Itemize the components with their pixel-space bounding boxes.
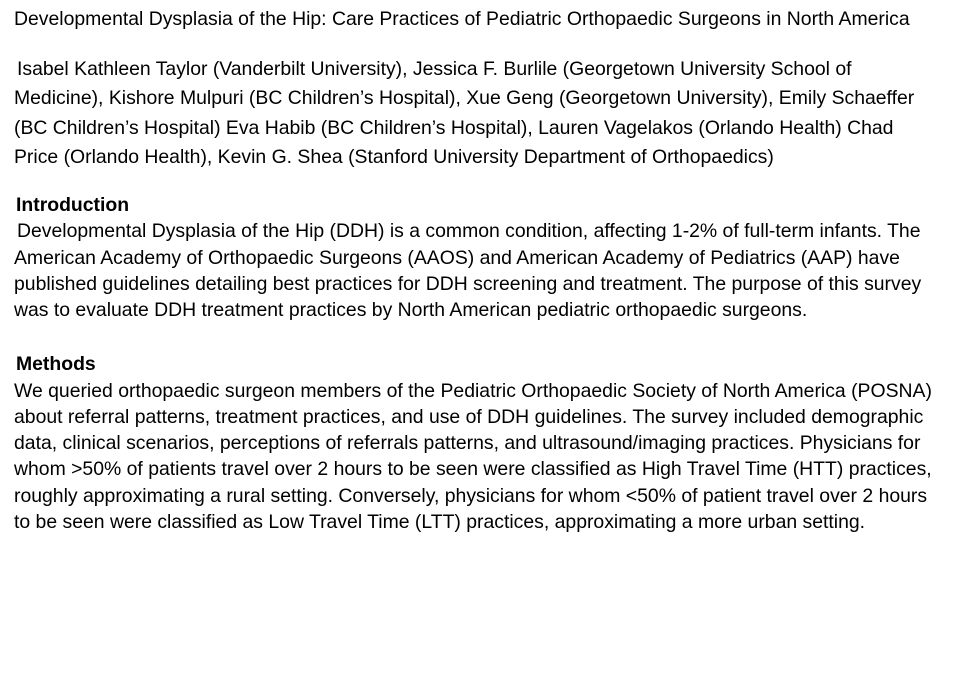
methods-body: We queried orthopaedic surgeon members of the Pediatric Orthopaedic Society of North America (POSNA) about referral patterns, treatment practices, and use of DDH guidelines. The survey included demographic data, clinical scenarios, perceptions of referrals patterns, and ultrasound/imaging practices. Physicians for whom >50% of patients travel over 2 hours to be seen were classified as High Travel Time (HTT) practices, roughly approximating a rural setting. Conversely, physicians for whom <50% of patient travel over 2 hours to be seen were classified as Low Travel Time (LTT) practices, approximating a more urban setting. [14, 379, 932, 533]
methods-heading: Methods [16, 353, 96, 376]
author-list: Isabel Kathleen Taylor (Vanderbilt University), Jessica F. Burlile (Georgetown University School of Medicine), Kishore Mulpuri (BC Children’s Hospital), Xue Geng (Georgetown University), Emily Schaeffer (BC Children’s Hospital) Eva Habib (BC Children’s Hospital), Lauren Vagelakos (Orlando Health) Chad Price (Orlando Health), Kevin G. Shea (Stanford University Department of Orthopaedics) [14, 57, 915, 169]
introduction-section [14, 193, 943, 323]
introduction-body: Developmental Dysplasia of the Hip (DDH) is a common condition, affecting 1-2% of full-term infants. The American Academy of Orthopaedic Surgeons (AAOS) and American Academy of Pediatrics (AAP) have published guidelines detailing best practices for DDH screening and treatment. The purpose of this survey was to evaluate DDH treatment practices by North American pediatric orthopaedic surgeons. [14, 220, 922, 321]
introduction-heading: Introduction [16, 193, 130, 216]
document-title: Developmental Dysplasia of the Hip: Care Practices of Pediatric Orthopaedic Surgeons in North America [14, 8, 910, 30]
methods-section [14, 352, 943, 535]
